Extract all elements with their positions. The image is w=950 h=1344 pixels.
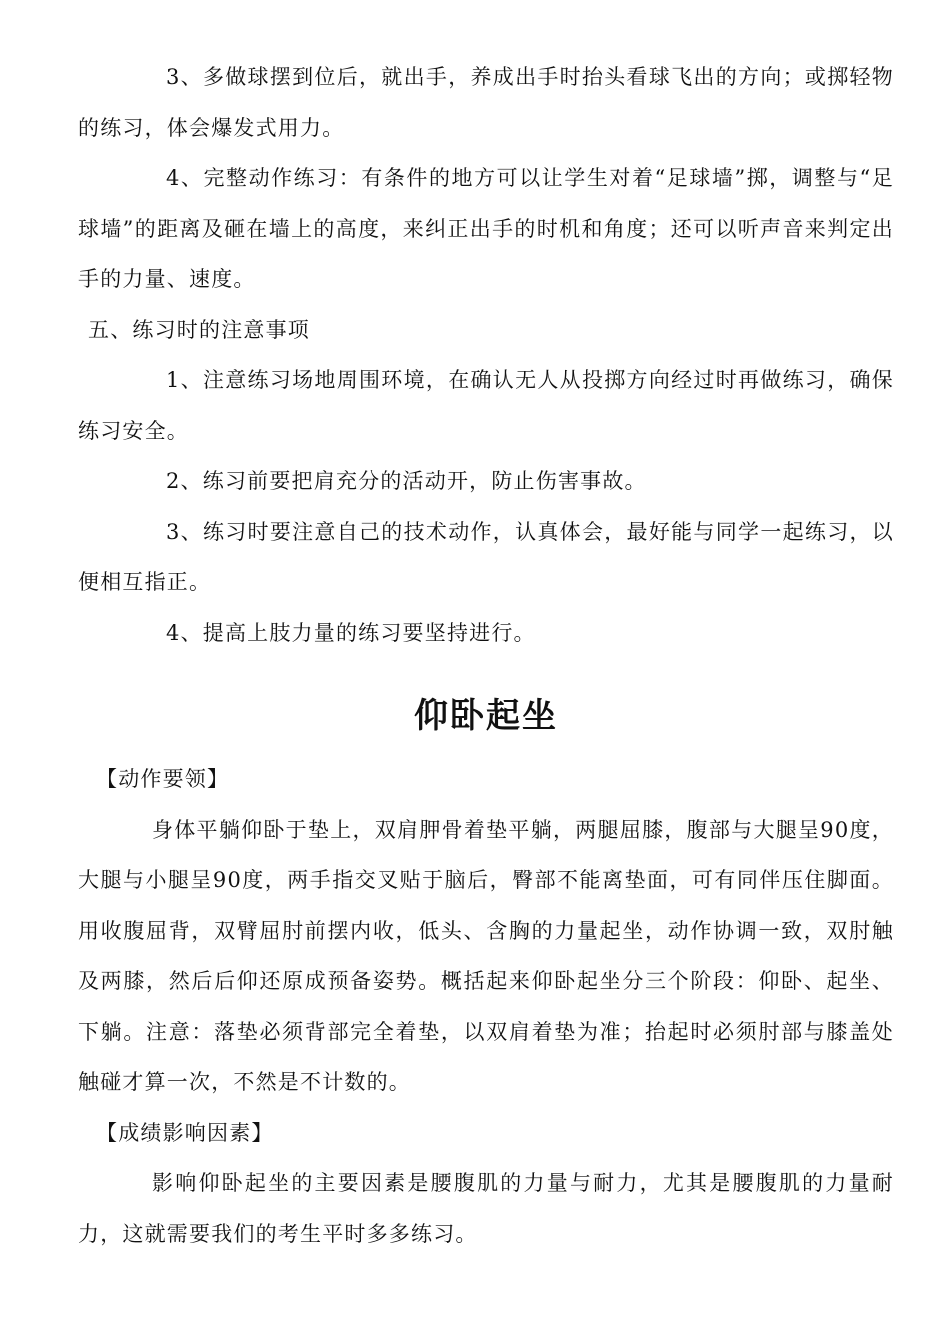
essentials-heading: 【动作要领】 xyxy=(96,767,230,791)
situp-title: 仰卧起坐 xyxy=(414,696,558,736)
section-four-item-4: 4、完整动作练习：有条件的地方可以让学生对着“足球墙”掷，调整与“足球墙”的距离及砸在墙上的高度，来纠正出手的时机和角度；还可以听声音来判定出手的力量、速度。 xyxy=(78,166,894,291)
factors-heading: 【成绩影响因素】 xyxy=(96,1120,274,1145)
document-page xyxy=(78,52,894,1259)
essentials-body: 身体平躺仰卧于垫上，双肩胛骨着垫平躺，两腿屈膝，腹部与大腿呈90度，大腿与小腿呈90度，两手指交叉贴于脑后，臀部不能离垫面，可有同伴压住脚面。用收腹屈背，双臂屈肘前摆内收，低头、含胸的力量起坐，动作协调一致，双肘触及两膝，然后后仰还原成预备姿势。概括起来仰卧起坐分三个阶段：仰卧、起坐、下躺。注意：落垫必须背部完全着垫，以双肩着垫为准；抬起时必须肘部与膝盖处触碰才算一次，不然是不计数的。 xyxy=(78,817,894,1094)
section-four-item-3: 3、多做球摆到位后，就出手，养成出手时抬头看球飞出的方向；或掷轻物的练习，体会爆发式用力。 xyxy=(78,65,894,140)
section-five-item-3: 3、练习时要注意自己的技术动作，认真体会，最好能与同学一起练习，以便相互指正。 xyxy=(78,519,894,594)
section-five-item-1: 1、注意练习场地周围环境，在确认无人从投掷方向经过时再做练习，确保练习安全。 xyxy=(78,368,894,443)
section-five-item-4: 4、提高上肢力量的练习要坚持进行。 xyxy=(166,620,536,645)
factors-body: 影响仰卧起坐的主要因素是腰腹肌的力量与耐力，尤其是腰腹肌的力量耐力，这就需要我们的考生平时多多练习。 xyxy=(78,1171,894,1246)
section-five-item-2: 2、练习前要把肩充分的活动开，防止伤害事故。 xyxy=(166,469,647,493)
section-five-heading: 五、练习时的注意事项 xyxy=(88,317,310,342)
